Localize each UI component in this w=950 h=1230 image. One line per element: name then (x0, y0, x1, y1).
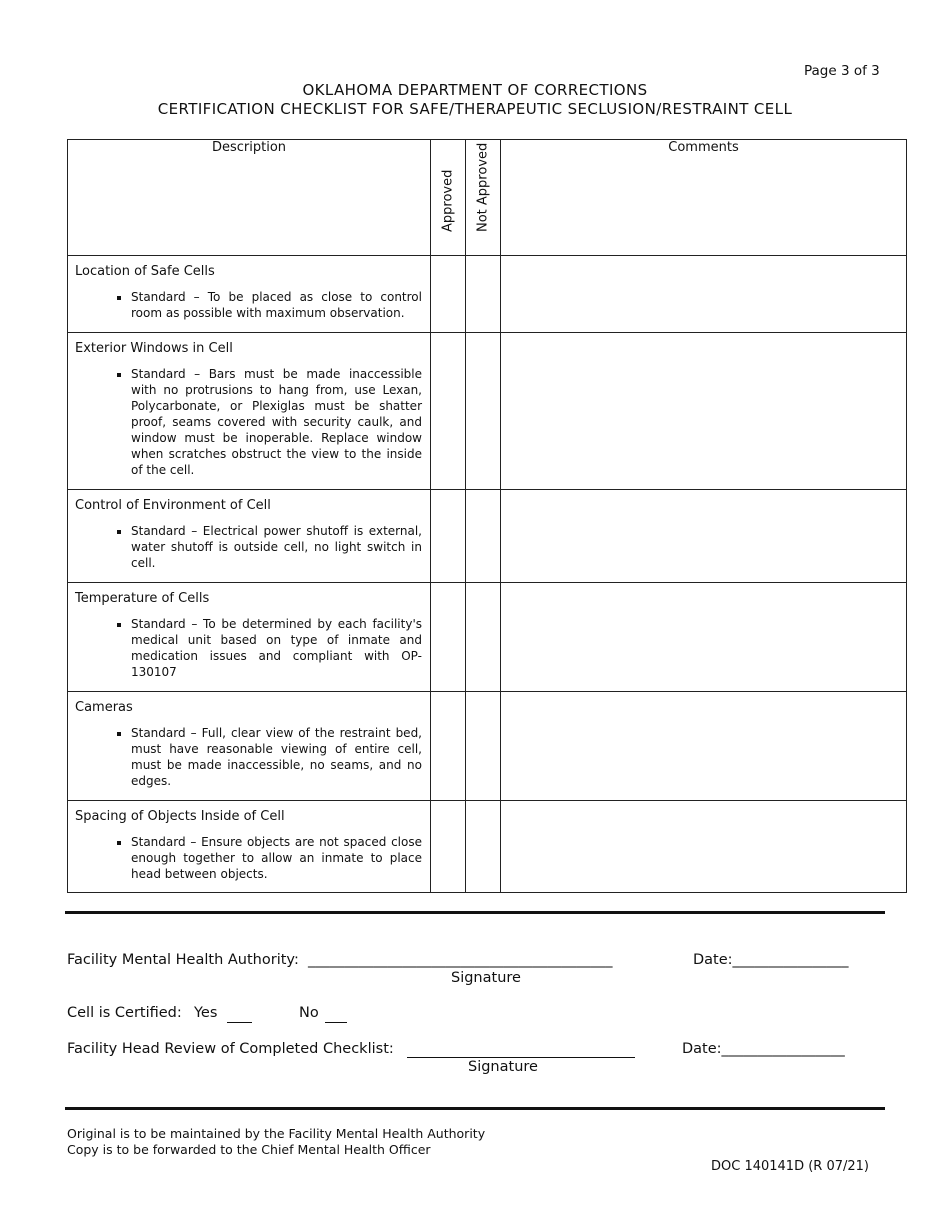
row-title: Control of Environment of Cell (75, 498, 271, 513)
table-header-row (68, 140, 907, 256)
cell-certified-label: Cell is Certified: (67, 1005, 182, 1021)
checklist-table (67, 139, 907, 893)
description-cell (68, 333, 431, 490)
no-label: No (299, 1005, 319, 1021)
approved-header-label: Approved (440, 169, 456, 232)
yes-label: Yes (194, 1005, 218, 1021)
footer-note-line-2: Copy is to be forwarded to the Chief Mental Health Officer (67, 1142, 431, 1157)
row-standard: ▪ Standard – To be placed as close to control room as possible with maximum observation. (131, 289, 422, 321)
table-row (68, 692, 907, 801)
table-row (68, 801, 907, 893)
document-title (0, 81, 950, 119)
approved-cell[interactable] (431, 801, 466, 893)
mental-health-authority-label: Facility Mental Health Authority: (67, 952, 299, 968)
row-standard: ▪ Standard – Bars must be made inaccessible with no protrusions to hang from, use Lexan, Polycarbonate, or Plexiglas must be shatter proof, seams covered with security caulk, and window must be inoperable. Replace window when scratches obstruct the view to the inside of the cell. (131, 366, 422, 478)
approved-cell[interactable] (431, 583, 466, 692)
yes-blank[interactable] (227, 1005, 252, 1023)
page-number: Page 3 of 3 (804, 63, 880, 79)
row-standard: ▪ Standard – Full, clear view of the restraint bed, must have reasonable viewing of entire cell, must be made inaccessible, no seams, and no edges. (131, 725, 422, 789)
row-title: Spacing of Objects Inside of Cell (75, 809, 285, 824)
no-blank[interactable] (325, 1005, 347, 1023)
comments-cell[interactable] (501, 583, 907, 692)
not-approved-header-label: Not Approved (475, 142, 491, 232)
facility-head-review-label: Facility Head Review of Completed Checklist: (67, 1041, 394, 1057)
not-approved-cell[interactable] (466, 801, 501, 893)
comments-cell[interactable] (501, 333, 907, 490)
title-line-2: CERTIFICATION CHECKLIST FOR SAFE/THERAPEUTIC SECLUSION/RESTRAINT CELL (157, 100, 793, 118)
description-header: Description (68, 140, 431, 256)
title-line-1: OKLAHOMA DEPARTMENT OF CORRECTIONS (302, 81, 648, 99)
row-title: Location of Safe Cells (75, 264, 215, 279)
comments-cell[interactable] (501, 490, 907, 583)
comments-cell[interactable] (501, 801, 907, 893)
approved-cell[interactable] (431, 256, 466, 333)
not-approved-cell[interactable] (466, 256, 501, 333)
row-title: Temperature of Cells (75, 591, 210, 606)
section-divider-bottom (65, 1107, 885, 1110)
date-field-2[interactable]: Date:_________________ (682, 1041, 845, 1057)
row-standard: ▪ Standard – To be determined by each facility's medical unit based on type of inmate and medication issues and compliant with OP-130107 (131, 616, 422, 680)
form-number: DOC 140141D (R 07/21) (711, 1159, 869, 1174)
mental-health-signature-field[interactable]: __________________________________________ (308, 952, 613, 968)
row-title: Cameras (75, 700, 133, 715)
not-approved-cell[interactable] (466, 583, 501, 692)
signature-caption: Signature (451, 970, 521, 986)
comments-cell[interactable] (501, 256, 907, 333)
signature-caption-2: Signature (468, 1059, 538, 1075)
table-row (68, 333, 907, 490)
row-standard: ▪ Standard – Ensure objects are not spaced close enough together to allow an inmate to place head between objects. (131, 834, 422, 882)
approved-cell[interactable] (431, 333, 466, 490)
description-cell (68, 692, 431, 801)
footer-note-line-1: Original is to be maintained by the Facility Mental Health Authority (67, 1126, 486, 1141)
footer-note (67, 1126, 485, 1158)
description-cell (68, 256, 431, 333)
approved-header (431, 140, 466, 256)
not-approved-cell[interactable] (466, 490, 501, 583)
row-title: Exterior Windows in Cell (75, 341, 233, 356)
description-cell (68, 490, 431, 583)
not-approved-cell[interactable] (466, 692, 501, 801)
section-divider-top (65, 911, 885, 914)
table-row (68, 490, 907, 583)
description-cell (68, 801, 431, 893)
approved-cell[interactable] (431, 490, 466, 583)
not-approved-cell[interactable] (466, 333, 501, 490)
date-field-1[interactable]: Date:________________ (693, 952, 849, 968)
table-row (68, 256, 907, 333)
row-standard: ▪ Standard – Electrical power shutoff is external, water shutoff is outside cell, no light switch in cell. (131, 523, 422, 571)
approved-cell[interactable] (431, 692, 466, 801)
comments-cell[interactable] (501, 692, 907, 801)
facility-head-signature-field[interactable] (407, 1041, 635, 1058)
table-row (68, 583, 907, 692)
not-approved-header (466, 140, 501, 256)
description-cell (68, 583, 431, 692)
comments-header: Comments (501, 140, 907, 256)
